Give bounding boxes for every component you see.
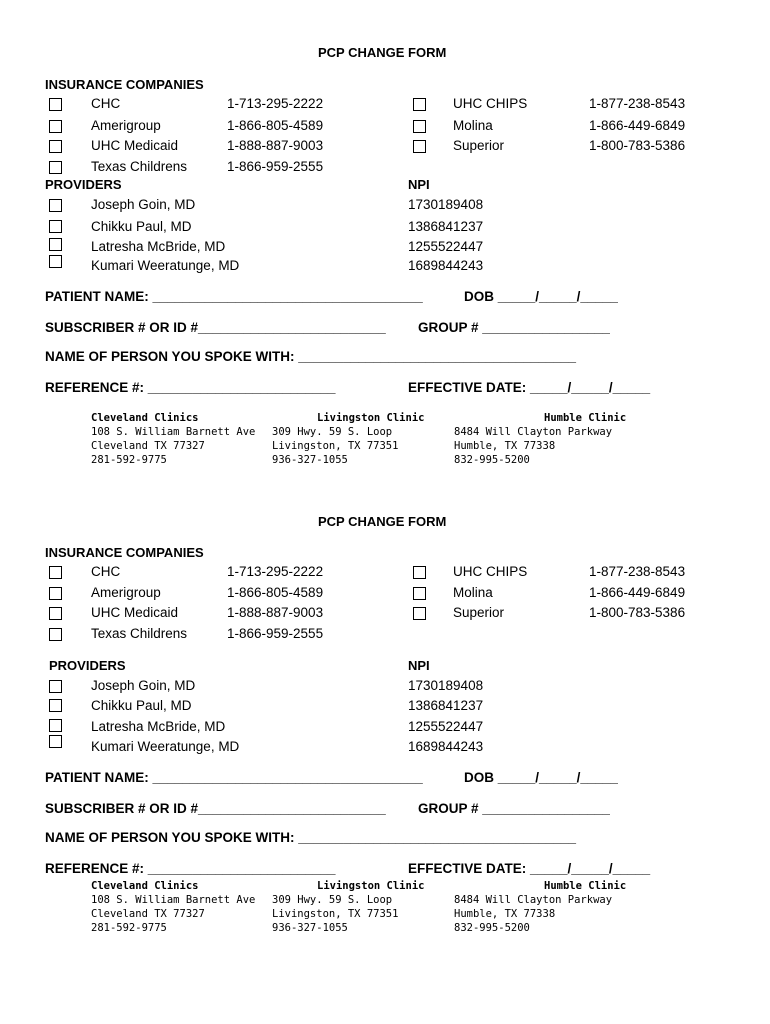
form-2-clinic-2 (454, 879, 626, 935)
form-2-provider-name-2: Latresha McBride, MD (91, 719, 226, 734)
form-2-provider-npi-3: 1689844243 (408, 739, 484, 754)
clinic-line1: 309 Hwy. 59 S. Loop (272, 894, 393, 906)
form-1-insurance-phone-left-0: 1-713-295-2222 (227, 96, 324, 111)
form-2-insurance-name-left-0: CHC (91, 564, 121, 579)
form-1-insurance-name-left-2: UHC Medicaid (91, 138, 179, 153)
clinic-line2: Humble, TX 77338 (454, 440, 556, 452)
form-1-insurance-phone-left-3: 1-866-959-2555 (227, 159, 324, 174)
form-2-insurance-phone-right-2: 1-800-783-5386 (589, 605, 686, 620)
form-2-patient-name-field[interactable]: PATIENT NAME: ____________________________________ (45, 770, 423, 785)
form-1-insurance-name-left-3: Texas Childrens (91, 159, 188, 174)
form-1-patient-name-field[interactable]: PATIENT NAME: ____________________________________ (45, 289, 423, 304)
form-2-provider-npi-1: 1386841237 (408, 698, 484, 713)
form-2-provider-checkbox-1[interactable] (49, 699, 62, 712)
clinic-name: Humble Clinic (544, 412, 627, 424)
clinic-name: Cleveland Clinics (91, 412, 199, 424)
clinic-line2: Cleveland TX 77327 (91, 440, 205, 452)
form-2-subscriber-id-field[interactable]: SUBSCRIBER # OR ID #_________________________ (45, 801, 386, 816)
form-2-provider-name-0: Joseph Goin, MD (91, 678, 196, 693)
form-1-insurance-name-right-0: UHC CHIPS (453, 96, 528, 111)
form-1-insurance-phone-right-1: 1-866-449-6849 (589, 118, 686, 133)
clinic-line1: 8484 Will Clayton Parkway (454, 426, 613, 438)
clinic-phone: 832-995-5200 (454, 922, 530, 934)
form-1-dob-field[interactable]: DOB _____/_____/_____ (464, 289, 618, 304)
form-2-provider-npi-2: 1255522447 (408, 719, 484, 734)
form-2-clinic-0 (91, 879, 255, 935)
form-2-insurance-checkbox-left-1[interactable] (49, 587, 62, 600)
form-2-spoke-with-field[interactable]: NAME OF PERSON YOU SPOKE WITH: _____________________________________ (45, 830, 577, 845)
form-1-group-field[interactable]: GROUP # _________________ (418, 320, 610, 335)
form-2-provider-name-3: Kumari Weeratunge, MD (91, 739, 240, 754)
form-2-insurance-phone-left-1: 1-866-805-4589 (227, 585, 324, 600)
form-2-provider-checkbox-2[interactable] (49, 719, 62, 732)
form-1-provider-name-1: Chikku Paul, MD (91, 219, 192, 234)
form-2-insurance-phone-right-1: 1-866-449-6849 (589, 585, 686, 600)
clinic-name: Cleveland Clinics (91, 880, 199, 892)
form-2-insurance-checkbox-left-3[interactable] (49, 628, 62, 641)
form-1-reference-field[interactable]: REFERENCE #: _________________________ (45, 380, 336, 395)
clinic-phone: 936-327-1055 (272, 922, 348, 934)
form-1-insurance-checkbox-left-0[interactable] (49, 98, 62, 111)
form-1-spoke-with-field[interactable]: NAME OF PERSON YOU SPOKE WITH: _____________________________________ (45, 349, 577, 364)
clinic-line2: Livingston, TX 77351 (272, 908, 399, 920)
form-2-insurance-name-right-2: Superior (453, 605, 505, 620)
form-2-insurance-name-left-3: Texas Childrens (91, 626, 188, 641)
form-1-insurance-name-right-1: Molina (453, 118, 493, 133)
form-2-group-field[interactable]: GROUP # _________________ (418, 801, 610, 816)
form-2-reference-field[interactable]: REFERENCE #: _________________________ (45, 861, 336, 876)
form-1-provider-npi-2: 1255522447 (408, 239, 484, 254)
form-1-insurance-name-right-2: Superior (453, 138, 505, 153)
form-2-insurance-heading: INSURANCE COMPANIES (45, 545, 204, 560)
clinic-line1: 108 S. William Barnett Ave (91, 426, 256, 438)
form-2-insurance-checkbox-right-2[interactable] (413, 607, 426, 620)
form-1-insurance-phone-left-2: 1-888-887-9003 (227, 138, 324, 153)
form-1-provider-npi-3: 1689844243 (408, 258, 484, 273)
form-2-insurance-name-right-0: UHC CHIPS (453, 564, 528, 579)
form-1-effective-date-field[interactable]: EFFECTIVE DATE: _____/_____/_____ (408, 380, 651, 395)
form-1-insurance-name-left-0: CHC (91, 96, 121, 111)
form-2-insurance-phone-left-2: 1-888-887-9003 (227, 605, 324, 620)
form-1-providers-heading: PROVIDERS (45, 177, 122, 192)
form-1-clinic-1 (272, 411, 424, 467)
clinic-line2: Cleveland TX 77327 (91, 908, 205, 920)
form-1-provider-name-0: Joseph Goin, MD (91, 197, 196, 212)
form-1-insurance-name-left-1: Amerigroup (91, 118, 161, 133)
form-2-title: PCP CHANGE FORM (318, 514, 447, 529)
form-2-dob-field[interactable]: DOB _____/_____/_____ (464, 770, 618, 785)
form-1-provider-npi-0: 1730189408 (408, 197, 484, 212)
form-1-subscriber-id-field[interactable]: SUBSCRIBER # OR ID #_________________________ (45, 320, 386, 335)
form-1-provider-name-3: Kumari Weeratunge, MD (91, 258, 240, 273)
form-1-provider-name-2: Latresha McBride, MD (91, 239, 226, 254)
clinic-name: Livingston Clinic (317, 412, 425, 424)
form-1-npi-heading: NPI (408, 177, 430, 192)
form-1-insurance-phone-left-1: 1-866-805-4589 (227, 118, 324, 133)
form-2-insurance-name-right-1: Molina (453, 585, 493, 600)
form-1-clinic-2 (454, 411, 626, 467)
form-2-provider-name-1: Chikku Paul, MD (91, 698, 192, 713)
form-1-insurance-phone-right-0: 1-877-238-8543 (589, 96, 686, 111)
form-2-insurance-phone-left-3: 1-866-959-2555 (227, 626, 324, 641)
form-1-insurance-checkbox-right-2[interactable] (413, 140, 426, 153)
form-2-effective-date-field[interactable]: EFFECTIVE DATE: _____/_____/_____ (408, 861, 651, 876)
form-1-insurance-heading: INSURANCE COMPANIES (45, 77, 204, 92)
clinic-phone: 281-592-9775 (91, 922, 167, 934)
form-1-provider-checkbox-2[interactable] (49, 238, 62, 251)
form-2-insurance-checkbox-right-0[interactable] (413, 566, 426, 579)
form-2-provider-npi-0: 1730189408 (408, 678, 484, 693)
form-1-insurance-checkbox-left-2[interactable] (49, 140, 62, 153)
form-2-insurance-name-left-2: UHC Medicaid (91, 605, 179, 620)
form-1-provider-checkbox-0[interactable] (49, 199, 62, 212)
form-2-insurance-phone-left-0: 1-713-295-2222 (227, 564, 324, 579)
clinic-name: Livingston Clinic (317, 880, 425, 892)
form-1-insurance-checkbox-right-0[interactable] (413, 98, 426, 111)
form-2-npi-heading: NPI (408, 658, 430, 673)
form-2-provider-checkbox-3[interactable] (49, 735, 62, 748)
form-2-clinic-1 (272, 879, 424, 935)
clinic-phone: 832-995-5200 (454, 454, 530, 466)
form-1-insurance-checkbox-left-3[interactable] (49, 161, 62, 174)
clinic-phone: 281-592-9775 (91, 454, 167, 466)
form-2-provider-checkbox-0[interactable] (49, 680, 62, 693)
form-2-insurance-checkbox-left-0[interactable] (49, 566, 62, 579)
clinic-line1: 108 S. William Barnett Ave (91, 894, 256, 906)
clinic-line2: Humble, TX 77338 (454, 908, 556, 920)
clinic-name: Humble Clinic (544, 880, 627, 892)
clinic-line1: 309 Hwy. 59 S. Loop (272, 426, 393, 438)
clinic-line2: Livingston, TX 77351 (272, 440, 399, 452)
form-1-insurance-checkbox-right-1[interactable] (413, 120, 426, 133)
form-2-insurance-phone-right-0: 1-877-238-8543 (589, 564, 686, 579)
form-2-insurance-name-left-1: Amerigroup (91, 585, 161, 600)
clinic-phone: 936-327-1055 (272, 454, 348, 466)
form-2-insurance-checkbox-right-1[interactable] (413, 587, 426, 600)
form-2-providers-heading: PROVIDERS (49, 658, 126, 673)
form-2-insurance-checkbox-left-2[interactable] (49, 607, 62, 620)
form-1-insurance-phone-right-2: 1-800-783-5386 (589, 138, 686, 153)
form-1-provider-npi-1: 1386841237 (408, 219, 484, 234)
form-1-provider-checkbox-1[interactable] (49, 220, 62, 233)
clinic-line1: 8484 Will Clayton Parkway (454, 894, 613, 906)
form-1-title: PCP CHANGE FORM (318, 45, 447, 60)
form-1-insurance-checkbox-left-1[interactable] (49, 120, 62, 133)
form-1-clinic-0 (91, 411, 255, 467)
form-1-provider-checkbox-3[interactable] (49, 255, 62, 268)
